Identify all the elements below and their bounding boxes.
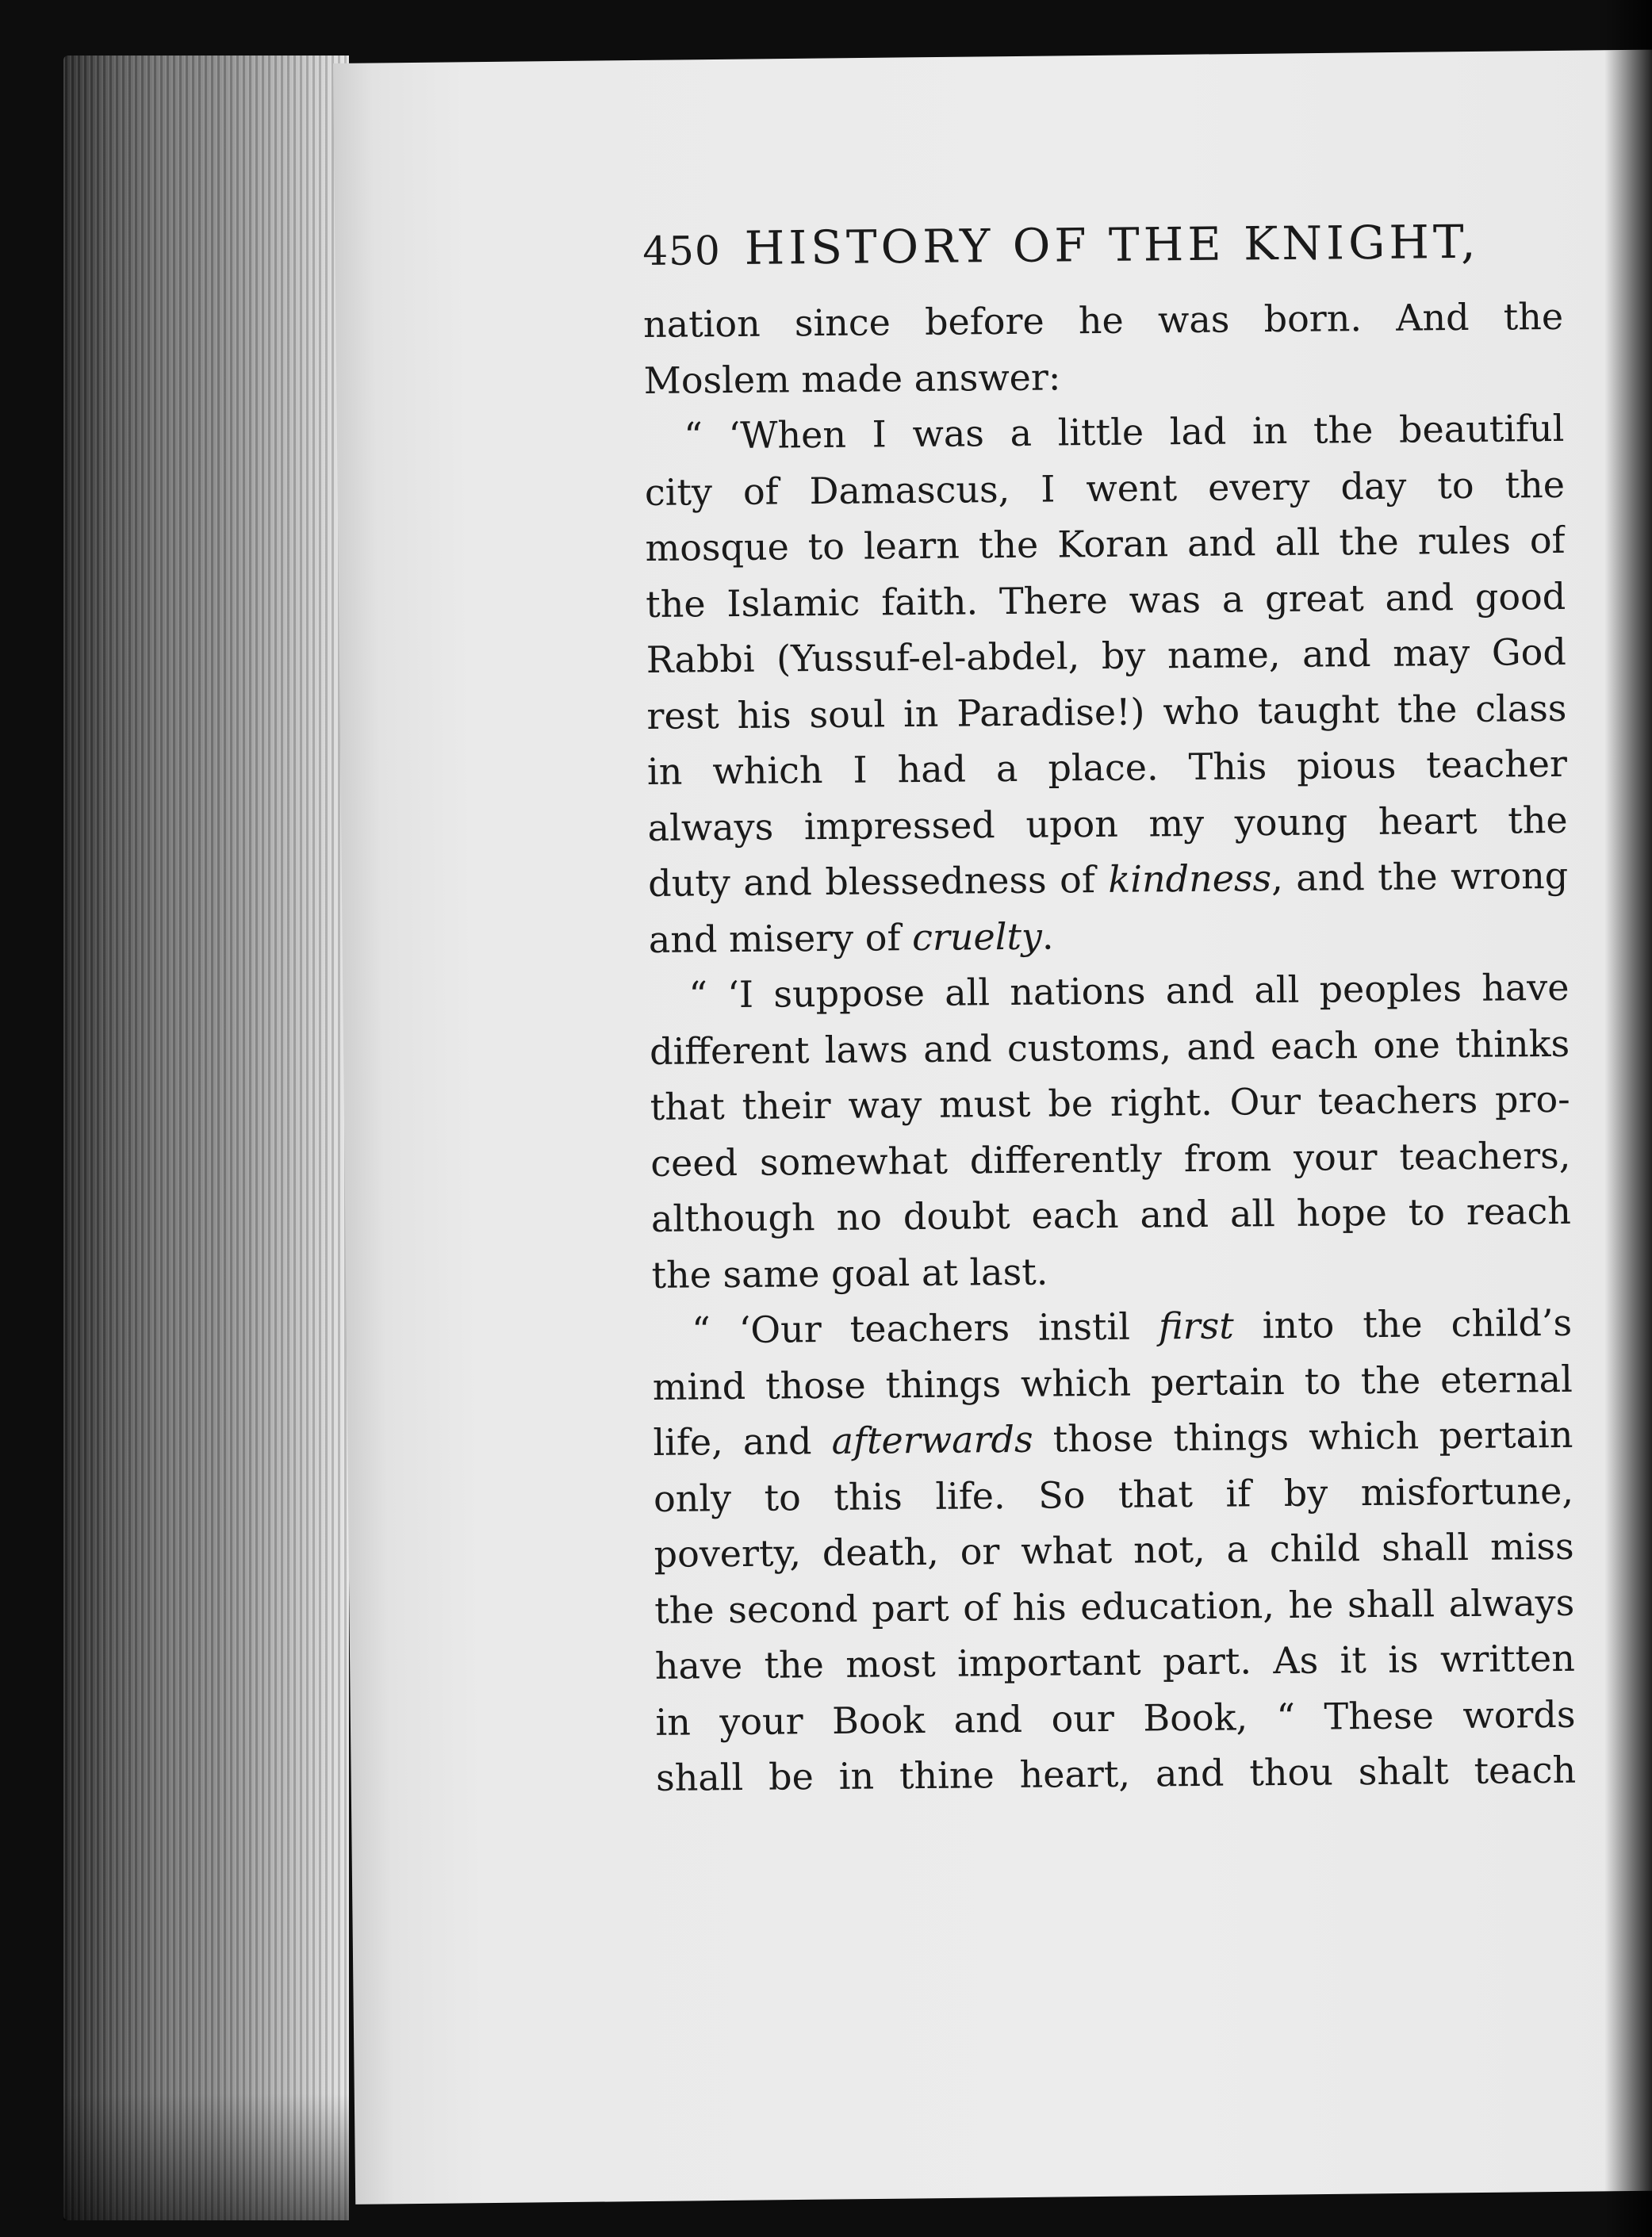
text-run: and misery of xyxy=(648,915,913,961)
text-run: life, and xyxy=(653,1419,832,1464)
text-line: the Islamic faith. There was a great and good xyxy=(645,574,1566,626)
text-line: although no doubt each and all hope to reach xyxy=(650,1189,1572,1240)
text-run: into the child’s xyxy=(1233,1300,1573,1347)
right-shadow xyxy=(1604,0,1652,2237)
text-line: poverty, death, or what not, a child shall miss xyxy=(654,1524,1574,1576)
text-line-with-italic xyxy=(653,1407,1573,1471)
text-line: that their way must be right. Our teachers pro- xyxy=(650,1077,1570,1128)
text-block xyxy=(642,214,1576,1806)
text-run: , and the wrong xyxy=(1271,853,1569,900)
paragraph-4 xyxy=(652,1295,1576,1806)
text-run: those things which pertain xyxy=(1033,1412,1573,1461)
text-line: different laws and customs, and each one thinks xyxy=(649,1021,1570,1073)
italic-word: afterwards xyxy=(831,1417,1033,1462)
text-line: the same goal at last. xyxy=(651,1250,1048,1297)
text-line: the second part of his education, he shall always xyxy=(654,1580,1575,1632)
paragraph-3 xyxy=(649,960,1572,1303)
text-line: have the most important part. As it is written xyxy=(654,1636,1576,1687)
text-line: “ ‘I suppose all nations and all peoples have xyxy=(688,965,1570,1017)
text-line: rest his soul in Paradise!) who taught the class xyxy=(646,686,1567,737)
text-line: always impressed upon my young heart the xyxy=(647,798,1568,849)
italic-word: cruelty xyxy=(911,914,1043,959)
italic-word: kindness xyxy=(1108,856,1272,901)
text-line: in your Book and our Book, “ These words xyxy=(655,1692,1576,1744)
text-line: city of Damascus, I went every day to the xyxy=(644,462,1566,514)
text-run: . xyxy=(1041,914,1054,958)
text-line: Rabbi (Yussuf-el-abdel, by name, and may God xyxy=(646,630,1567,681)
text-run: duty and blessedness of xyxy=(648,857,1109,905)
text-line: only to this life. So that if by misfortune, xyxy=(653,1469,1574,1520)
book-page-edges xyxy=(63,56,349,2220)
text-line: Moslem made answer: xyxy=(643,354,1061,402)
page-number: 450 xyxy=(642,228,722,274)
text-line: ceed somewhat differently from your teachers, xyxy=(650,1133,1571,1185)
running-head-title: HISTORY OF THE KNIGHT, xyxy=(744,214,1480,275)
paragraph-1 xyxy=(643,289,1564,408)
italic-word: first xyxy=(1158,1304,1234,1348)
text-line-with-italic xyxy=(649,903,1570,967)
paragraph-2 xyxy=(644,400,1569,967)
text-line-with-italic xyxy=(648,848,1569,912)
text-line: in which I had a place. This pious teacher xyxy=(646,741,1568,793)
running-head xyxy=(642,214,1563,276)
text-run: “ ‘Our teachers instil xyxy=(691,1304,1159,1352)
text-line: mosque to learn the Koran and all the rules of xyxy=(645,518,1566,569)
text-line: “ ‘When I was a little lad in the beautiful xyxy=(684,406,1565,458)
text-line: shall be in thine heart, and thou shalt teach xyxy=(655,1748,1577,1799)
text-line: mind those things which pertain to the eternal xyxy=(652,1357,1573,1408)
text-line: nation since before he was born. And the xyxy=(642,294,1564,346)
text-line-with-italic xyxy=(652,1295,1573,1359)
